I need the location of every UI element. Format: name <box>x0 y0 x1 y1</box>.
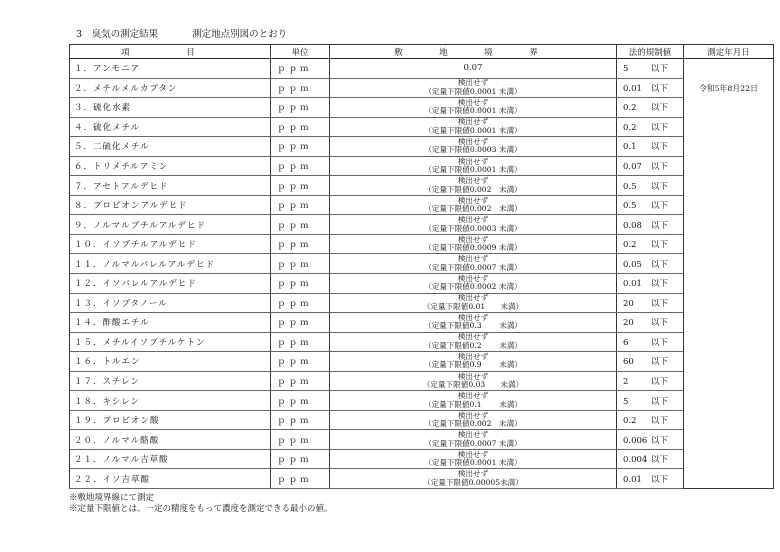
limit-suffix: 以下 <box>651 416 669 427</box>
limit-suffix: 以下 <box>651 122 669 133</box>
limit-suffix: 以下 <box>651 181 669 192</box>
limit-cell <box>617 59 684 79</box>
boundary-cell <box>330 234 617 254</box>
limit-cell <box>617 215 684 235</box>
item-cell: １２．イソバレルアルデヒド <box>70 274 271 294</box>
boundary-limit-note: （定量下限値0.002 未満） <box>424 184 522 194</box>
boundary-cell <box>330 78 617 98</box>
limit-suffix: 以下 <box>651 298 669 309</box>
item-cell: １６．トルエン <box>70 352 271 372</box>
limit-value: 0.2 <box>623 122 637 133</box>
limit-value: 5 <box>623 64 629 75</box>
limit-value: 60 <box>623 357 634 368</box>
unit-cell: ｐｐｍ <box>271 195 330 215</box>
limit-suffix: 以下 <box>651 337 669 348</box>
boundary-limit-note: （定量下限値0.0001 未満） <box>424 165 522 174</box>
limit-cell <box>617 313 684 333</box>
limit-value: 0.07 <box>623 162 642 172</box>
item-cell: ５．二硫化メチル <box>70 137 271 157</box>
boundary-limit-note: （定量下限値0.0002 未満） <box>424 282 522 292</box>
unit-cell: ｐｐｍ <box>271 117 330 137</box>
column-header-boundary: 敷 地 境 界 <box>330 45 617 59</box>
unit-cell: ｐｐｍ <box>271 332 330 352</box>
unit-cell: ｐｐｍ <box>271 371 330 391</box>
unit-cell: ｐｐｍ <box>271 137 330 157</box>
boundary-limit-note: （定量下限値0.0007 未満） <box>424 262 522 272</box>
boundary-result: 検出せず <box>457 273 489 283</box>
limit-cell <box>617 78 684 98</box>
limit-suffix: 以下 <box>651 220 669 231</box>
limit-value: 0.006 <box>623 435 648 446</box>
boundary-cell <box>330 371 617 391</box>
limit-cell <box>617 195 684 215</box>
unit-cell: ｐｐｍ <box>271 156 330 176</box>
boundary-limit-note: （定量下限値0.1 未満） <box>423 399 523 409</box>
limit-value: 20 <box>623 318 634 329</box>
boundary-result: 検出せず <box>457 117 489 127</box>
limit-cell <box>617 156 684 176</box>
boundary-cell <box>330 254 617 274</box>
item-cell: ２．メチルメルカプタン <box>70 78 271 98</box>
boundary-result: 検出せず <box>457 156 489 166</box>
unit-cell: ｐｐｍ <box>271 313 330 333</box>
boundary-cell <box>330 274 617 294</box>
table-header-row <box>70 45 774 59</box>
table-row <box>70 156 774 176</box>
unit-cell: ｐｐｍ <box>271 176 330 196</box>
limit-suffix: 以下 <box>651 279 669 290</box>
item-cell: ４．硫化メチル <box>70 117 271 137</box>
limit-value: 0.2 <box>623 416 637 427</box>
boundary-cell <box>330 176 617 196</box>
limit-suffix: 以下 <box>651 396 669 407</box>
table-row <box>70 293 774 313</box>
limit-suffix: 以下 <box>651 474 669 485</box>
limit-value: 0.2 <box>623 240 637 251</box>
limit-suffix: 以下 <box>651 318 669 329</box>
limit-value: 0.01 <box>623 474 642 485</box>
boundary-result: 検出せず <box>457 430 489 440</box>
table-row <box>70 449 774 469</box>
limit-cell <box>617 430 684 450</box>
boundary-result: 検出せず <box>457 351 489 361</box>
boundary-limit-note: （定量下限値0.0001 未満） <box>424 106 522 116</box>
limit-cell <box>617 371 684 391</box>
item-cell: １４．酢酸エチル <box>70 313 271 333</box>
boundary-limit-note: （定量下限値0.03 未満） <box>422 380 524 390</box>
item-cell: ３．硫化水素 <box>70 98 271 118</box>
boundary-limit-note: （定量下限値0.00005未満） <box>423 477 523 487</box>
table-row <box>70 195 774 215</box>
item-cell: ６．トリメチルアミン <box>70 156 271 176</box>
boundary-limit-note: （定量下限値0.0001 未満） <box>424 458 522 468</box>
limit-cell <box>617 137 684 157</box>
boundary-cell <box>330 156 617 176</box>
limit-value: 0.01 <box>623 279 642 290</box>
table-row <box>70 234 774 254</box>
boundary-limit-note: （定量下限値0.002 未満） <box>424 419 522 429</box>
unit-cell: ｐｐｍ <box>271 410 330 430</box>
boundary-cell <box>330 352 617 372</box>
item-cell: ９．ノルマルブチルアルデヒド <box>70 215 271 235</box>
boundary-limit-note: （定量下限値0.9 未満） <box>423 360 523 370</box>
boundary-result: 検出せず <box>457 234 489 244</box>
boundary-limit-note: （定量下限値0.0003 未満） <box>424 145 522 155</box>
limit-suffix: 以下 <box>651 83 669 94</box>
table-row <box>70 254 774 274</box>
boundary-result: 0.07 <box>463 63 483 74</box>
boundary-cell <box>330 313 617 333</box>
table-row <box>70 59 774 79</box>
section-subtitle: 測定地点別図のとおり <box>192 29 288 40</box>
limit-cell <box>617 234 684 254</box>
measurement-date: 令和5年8月22日 <box>684 59 774 489</box>
limit-suffix: 以下 <box>651 240 669 251</box>
item-cell: １１．ノルマルバレルアルデヒド <box>70 254 271 274</box>
limit-cell <box>617 98 684 118</box>
column-header-date: 測定年月日 <box>684 45 774 59</box>
item-cell: １０．イソブチルアルデヒド <box>70 234 271 254</box>
boundary-limit-note: （定量下限値0.0001 未満） <box>424 86 522 96</box>
table-row <box>70 469 774 489</box>
limit-cell <box>617 391 684 411</box>
item-cell: １９．プロピオン酸 <box>70 410 271 430</box>
boundary-result: 検出せず <box>457 215 489 225</box>
limit-value: 0.05 <box>623 259 642 270</box>
limit-suffix: 以下 <box>651 64 669 75</box>
boundary-result: 検出せず <box>457 254 489 264</box>
column-header-limit: 法的規制値 <box>617 45 684 59</box>
boundary-result: 検出せず <box>457 195 489 205</box>
table-row <box>70 215 774 235</box>
limit-suffix: 以下 <box>651 162 669 172</box>
section-title: 臭気の測定結果 <box>91 29 159 40</box>
item-cell: ２０．ノルマル酪酸 <box>70 430 271 450</box>
limit-suffix: 以下 <box>651 377 669 388</box>
boundary-cell <box>330 59 617 79</box>
table-row <box>70 332 774 352</box>
unit-cell: ｐｐｍ <box>271 274 330 294</box>
unit-cell: ｐｐｍ <box>271 254 330 274</box>
limit-cell <box>617 117 684 137</box>
limit-value: 5 <box>623 396 629 407</box>
limit-cell <box>617 449 684 469</box>
item-cell: １５．メチルイソブチルケトン <box>70 332 271 352</box>
unit-cell: ｐｐｍ <box>271 391 330 411</box>
table-row <box>70 78 774 98</box>
item-cell: １７．スチレン <box>70 371 271 391</box>
column-header-unit: 単位 <box>271 45 330 59</box>
limit-value: 20 <box>623 298 634 309</box>
limit-value: 2 <box>623 377 629 388</box>
table-row <box>70 430 774 450</box>
table-body <box>70 59 774 489</box>
unit-cell: ｐｐｍ <box>271 293 330 313</box>
item-cell: １３．イソブタノール <box>70 293 271 313</box>
boundary-limit-note: （定量下限値0.002 未満） <box>424 204 522 214</box>
table-row <box>70 410 774 430</box>
note-measurement-location: ※敷地境界線にて測定 <box>69 493 155 503</box>
limit-value: 0.004 <box>623 455 648 466</box>
item-cell: ２１．ノルマル吉草酸 <box>70 449 271 469</box>
limit-suffix: 以下 <box>651 357 669 368</box>
boundary-cell <box>330 391 617 411</box>
boundary-limit-note: （定量下限値0.2 未満） <box>423 340 523 350</box>
table-row <box>70 117 774 137</box>
boundary-result: 検出せず <box>457 312 489 322</box>
boundary-result: 検出せず <box>457 176 489 186</box>
limit-cell <box>617 176 684 196</box>
boundary-cell <box>330 137 617 157</box>
unit-cell: ｐｐｍ <box>271 469 330 489</box>
limit-cell <box>617 332 684 352</box>
boundary-limit-note: （定量下限値0.0001 未満） <box>424 125 522 135</box>
boundary-result: 検出せず <box>457 332 489 342</box>
limit-suffix: 以下 <box>651 201 669 212</box>
boundary-result: 検出せず <box>457 391 489 401</box>
limit-value: 0.08 <box>623 220 642 231</box>
table-row <box>70 313 774 333</box>
boundary-limit-note: （定量下限値0.01 未満） <box>422 301 524 311</box>
limit-value: 0.5 <box>623 201 637 212</box>
unit-cell: ｐｐｍ <box>271 98 330 118</box>
limit-cell <box>617 293 684 313</box>
table-row <box>70 371 774 391</box>
limit-suffix: 以下 <box>651 259 669 270</box>
table-row <box>70 274 774 294</box>
column-header-item: 項 目 <box>70 45 271 59</box>
table-row <box>70 391 774 411</box>
unit-cell: ｐｐｍ <box>271 449 330 469</box>
boundary-cell <box>330 293 617 313</box>
table-row <box>70 176 774 196</box>
boundary-cell <box>330 449 617 469</box>
boundary-limit-note: （定量下限値0.3 未満） <box>423 321 523 331</box>
limit-suffix: 以下 <box>651 103 669 114</box>
odor-results-table <box>69 44 774 489</box>
limit-suffix: 以下 <box>651 435 669 446</box>
boundary-cell <box>330 215 617 235</box>
boundary-cell <box>330 332 617 352</box>
item-cell: １８．キシレン <box>70 391 271 411</box>
boundary-result: 検出せず <box>457 136 489 146</box>
boundary-limit-note: （定量下限値0.0003 未満） <box>424 223 522 233</box>
boundary-cell <box>330 469 617 489</box>
item-cell: ７．アセトアルデヒド <box>70 176 271 196</box>
boundary-result: 検出せず <box>457 78 489 88</box>
limit-value: 0.01 <box>623 83 642 94</box>
limit-value: 6 <box>623 337 629 348</box>
section-heading <box>76 26 287 40</box>
unit-cell: ｐｐｍ <box>271 215 330 235</box>
limit-cell <box>617 410 684 430</box>
limit-cell <box>617 254 684 274</box>
boundary-limit-note: （定量下限値0.0007 未満） <box>424 438 522 448</box>
boundary-cell <box>330 195 617 215</box>
boundary-result: 検出せず <box>457 371 489 381</box>
boundary-cell <box>330 98 617 118</box>
item-cell: ８．プロピオンアルデヒド <box>70 195 271 215</box>
unit-cell: ｐｐｍ <box>271 78 330 98</box>
boundary-result: 検出せず <box>457 293 489 303</box>
table-row <box>70 137 774 157</box>
limit-cell <box>617 469 684 489</box>
note-quantification-limit: ※定量下限値とは、一定の精度をもって濃度を測定できる最小の値。 <box>69 504 333 514</box>
boundary-result: 検出せず <box>457 449 489 459</box>
limit-cell <box>617 352 684 372</box>
section-number: 3 <box>76 29 83 40</box>
limit-suffix: 以下 <box>651 455 669 466</box>
unit-cell: ｐｐｍ <box>271 59 330 79</box>
unit-cell: ｐｐｍ <box>271 352 330 372</box>
item-cell: １．アンモニア <box>70 59 271 79</box>
boundary-cell <box>330 117 617 137</box>
limit-suffix: 以下 <box>651 142 669 153</box>
boundary-limit-note: （定量下限値0.0009 未満） <box>424 243 522 253</box>
unit-cell: ｐｐｍ <box>271 234 330 254</box>
boundary-cell <box>330 410 617 430</box>
item-cell: ２２．イソ吉草酸 <box>70 469 271 489</box>
limit-value: 0.5 <box>623 181 637 192</box>
table-row <box>70 352 774 372</box>
boundary-result: 検出せず <box>457 97 489 107</box>
limit-cell <box>617 274 684 294</box>
boundary-result: 検出せず <box>457 410 489 420</box>
boundary-cell <box>330 430 617 450</box>
boundary-result: 検出せず <box>457 469 489 479</box>
limit-value: 0.1 <box>623 142 637 153</box>
table-row <box>70 98 774 118</box>
unit-cell: ｐｐｍ <box>271 430 330 450</box>
limit-value: 0.2 <box>623 103 637 114</box>
